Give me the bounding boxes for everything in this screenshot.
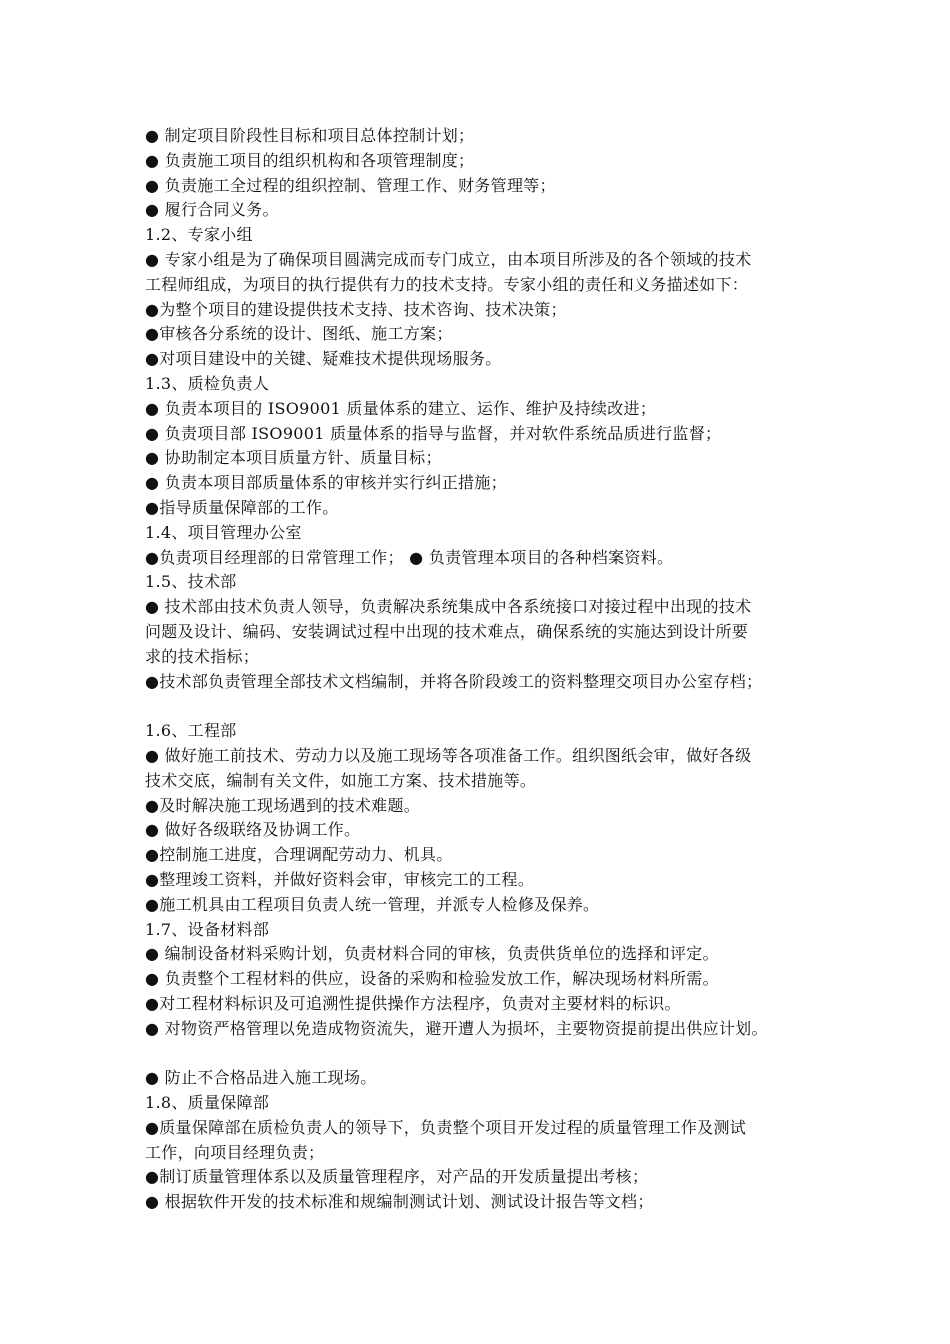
section-heading: 1.5、技术部	[145, 572, 237, 592]
section-heading: 1.3、质检负责人	[145, 373, 270, 393]
text-line: ●对项目建设中的关键、疑难技术提供现场服务。	[145, 349, 502, 369]
text-line: 技术交底，编制有关文件，如施工方案、技术措施等。	[145, 770, 537, 790]
text-line: 工程师组成，为项目的执行提供有力的技术支持。专家小组的责任和义务描述如下：	[145, 274, 749, 294]
text-line: ● 做好各级联络及协调工作。	[145, 820, 361, 840]
text-line: ● 负责施工项目的组织机构和各项管理制度；	[145, 150, 475, 170]
text-line: ●整理竣工资料，并做好资料会审，审核完工的工程。	[145, 869, 535, 889]
section-heading: 1.7、设备材料部	[145, 919, 270, 939]
text-line: ● 做好施工前技术、劳动力以及施工现场等各项准备工作。组织图纸会审，做好各级	[145, 745, 752, 765]
text-line: ●审核各分系统的设计、图纸、施工方案；	[145, 324, 453, 344]
text-line: ● 负责本项目的 ISO9001 质量体系的建立、运作、维护及持续改进；	[145, 398, 657, 418]
text-line: 问题及设计、编码、安装调试过程中出现的技术难点，确保系统的实施达到设计所要	[145, 621, 749, 641]
text-line: 求的技术指标；	[145, 646, 260, 666]
text-line: ● 对物资严格管理以免造成物资流失，避开遭人为损坏，主要物资提前提出供应计划。	[145, 1018, 768, 1038]
text-line: ● 负责本项目部质量体系的审核并实行纠正措施；	[145, 473, 507, 493]
text-line: ●控制施工进度，合理调配劳动力、机具。	[145, 845, 453, 865]
text-line: ●及时解决施工现场遇到的技术难题。	[145, 795, 421, 815]
text-line: ●制订质量管理体系以及质量管理程序，对产品的开发质量提出考核；	[145, 1167, 649, 1187]
section-heading: 1.4、项目管理办公室	[145, 522, 302, 542]
text-line: ● 技术部由技术负责人领导，负责解决系统集成中各系统接口对接过程中出现的技术	[145, 597, 752, 617]
text-line: ● 根据软件开发的技术标准和规编制测试计划、测试设计报告等文档；	[145, 1192, 654, 1212]
text-line: ●对工程材料标识及可追溯性提供操作方法程序，负责对主要材料的标识。	[145, 993, 681, 1013]
text-line: ● 制定项目阶段性目标和项目总体控制计划；	[145, 126, 475, 145]
text-line: ● 协助制定本项目质量方针、质量目标；	[145, 448, 442, 468]
text-line: ● 防止不合格品进入施工现场。	[145, 1068, 377, 1088]
text-line: ●质量保障部在质检负责人的领导下，负责整个项目开发过程的质量管理工作及测试	[145, 1117, 747, 1137]
section-heading: 1.8、质量保障部	[145, 1093, 270, 1113]
text-line: 工作，向项目经理负责；	[145, 1142, 325, 1162]
document-body	[145, 124, 825, 1215]
text-line: ● 负责项目部 ISO9001 质量体系的指导与监督，并对软件系统品质进行监督；	[145, 423, 722, 443]
blank-line	[145, 1041, 825, 1066]
text-line: ● 履行合同义务。	[145, 200, 279, 220]
text-line: ● 编制设备材料采购计划，负责材料合同的审核，负责供货单位的选择和评定。	[145, 944, 719, 964]
text-line: ● 专家小组是为了确保项目圆满完成而专门成立，由本项目所涉及的各个领域的技术	[145, 249, 752, 269]
text-line: ●施工机具由工程项目负责人统一管理，并派专人检修及保养。	[145, 894, 600, 914]
section-heading: 1.2、专家小组	[145, 225, 253, 245]
text-line: ●指导质量保障部的工作。	[145, 497, 339, 517]
section-heading: 1.6、工程部	[145, 721, 237, 741]
text-line: ●负责项目经理部的日常管理工作； ● 负责管理本项目的各种档案资料。	[145, 547, 674, 567]
text-line: ● 负责整个工程材料的供应，设备的采购和检验发放工作，解决现场材料所需。	[145, 969, 719, 989]
text-line: ● 负责施工全过程的组织控制、管理工作、财务管理等；	[145, 175, 556, 195]
text-line: ●技术部负责管理全部技术文档编制，并将各阶段竣工的资料整理交项目办公室存档；	[145, 671, 763, 691]
text-line: ●为整个项目的建设提供技术支持、技术咨询、技术决策；	[145, 299, 567, 319]
blank-line	[145, 694, 825, 719]
